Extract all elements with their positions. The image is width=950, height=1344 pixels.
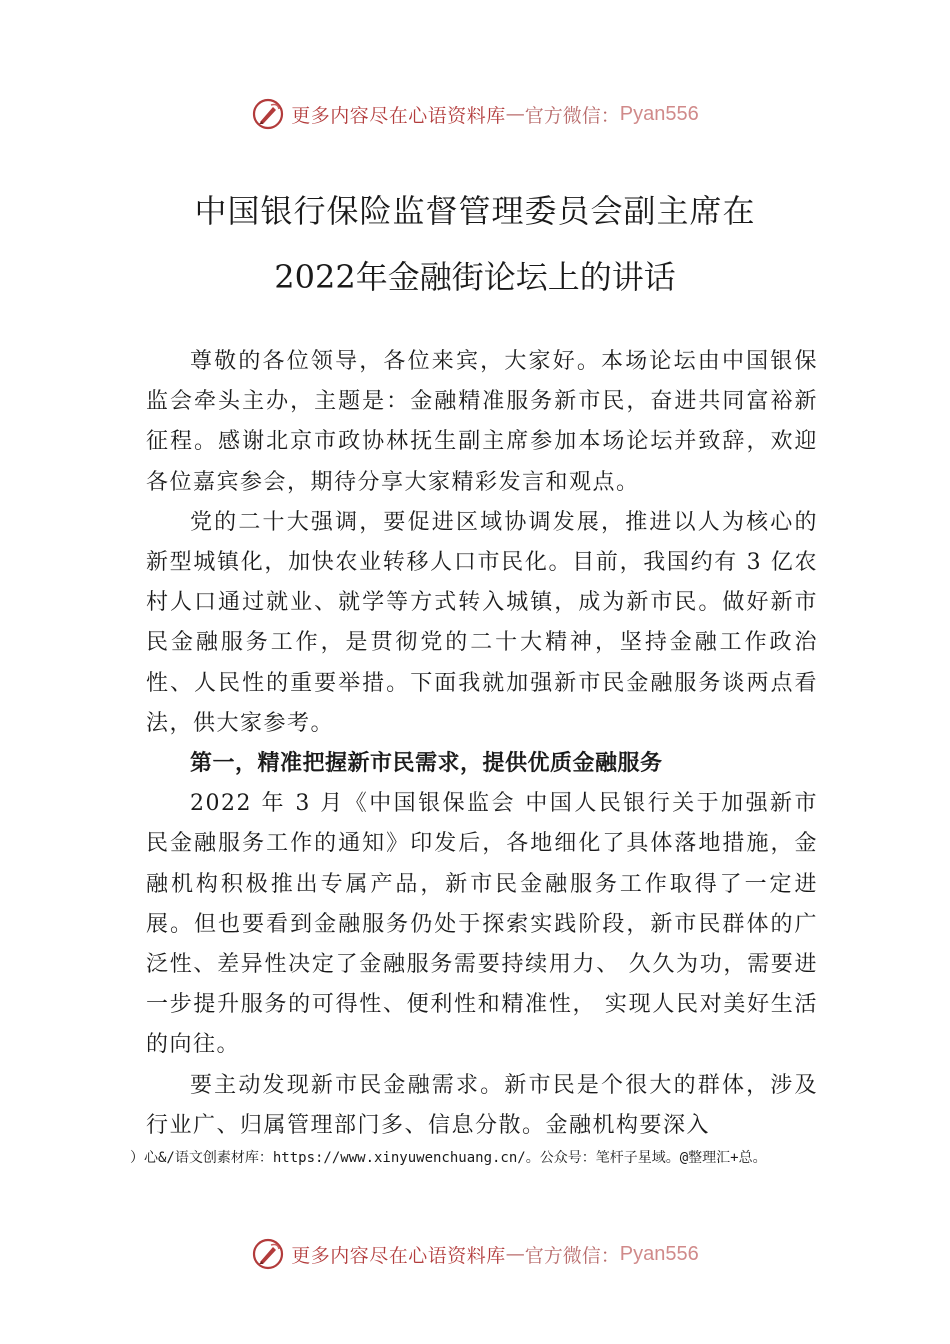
- banner-text: 更多内容尽在心语资料库: [291, 1244, 506, 1267]
- banner-dash: —: [505, 103, 525, 125]
- pen-logo-icon: [251, 1237, 285, 1271]
- header-banner: [0, 92, 950, 136]
- document-title-line1: 中国银行保险监督管理委员会副主席在: [194, 192, 756, 230]
- footer-banner: [0, 1232, 950, 1276]
- section-heading: 第一，精准把握新市民需求，提供优质金融服务: [190, 751, 663, 777]
- document-body: [146, 342, 818, 1146]
- document-title-line2: 2022年金融街论坛上的讲话: [274, 258, 676, 296]
- banner-wechat-label: 官方微信：: [524, 104, 620, 127]
- banner-dash: —: [505, 1243, 525, 1265]
- banner-wechat-label: 官方微信：: [524, 1244, 620, 1267]
- banner-wechat-id: Pyan556: [619, 1242, 699, 1265]
- pen-logo-icon: [251, 97, 285, 131]
- banner-text: 更多内容尽在心语资料库: [291, 104, 506, 127]
- footnote: ）心&/语文创素材库：https://www.xinyuwenchuang.cn/。公众号：笔杆子星域。@整理汇+总。: [130, 1150, 767, 1166]
- paragraph: 尊敬的各位领导，各位来宾，大家好。本场论坛由中国银保监会牵头主办，主题是：金融精准服务新市民，奋进共同富裕新征程。感谢北京市政协林抚生副主席参加本场论坛并致辞，欢迎各位嘉宾参会，期待分享大家精彩发言和观点。: [146, 349, 818, 495]
- paragraph: 党的二十大强调，要促进区域协调发展，推进以人为核心的新型城镇化，加快农业转移人口市民化。目前，我国约有 3 亿农村人口通过就业、就学等方式转入城镇，成为新市民。做好新市民金融服务工作，是贯彻党的二十大精神，坚持金融工作政治性、人民性的重要举措。下面我就加强新市民金融服务谈两点看法，供大家参考。: [146, 509, 818, 736]
- paragraph: 要主动发现新市民金融需求。新市民是个很大的群体，涉及行业广、归属管理部门多、信息分散。金融机构要深入: [146, 1072, 818, 1138]
- paragraph: 2022 年 3 月《中国银保监会 中国人民银行关于加强新市民金融服务工作的通知》印发后，各地细化了具体落地措施，金融机构积极推出专属产品，新市民金融服务工作取得了一定进展。但也要看到金融服务仍处于探索实践阶段，新市民群体的广泛性、差异性决定了金融服务需要持续用力、 久久为功，需要进一步提升服务的可得性、便利性和精准性， 实现人民对美好生活的向往。: [146, 791, 818, 1058]
- banner-wechat-id: Pyan556: [619, 102, 699, 125]
